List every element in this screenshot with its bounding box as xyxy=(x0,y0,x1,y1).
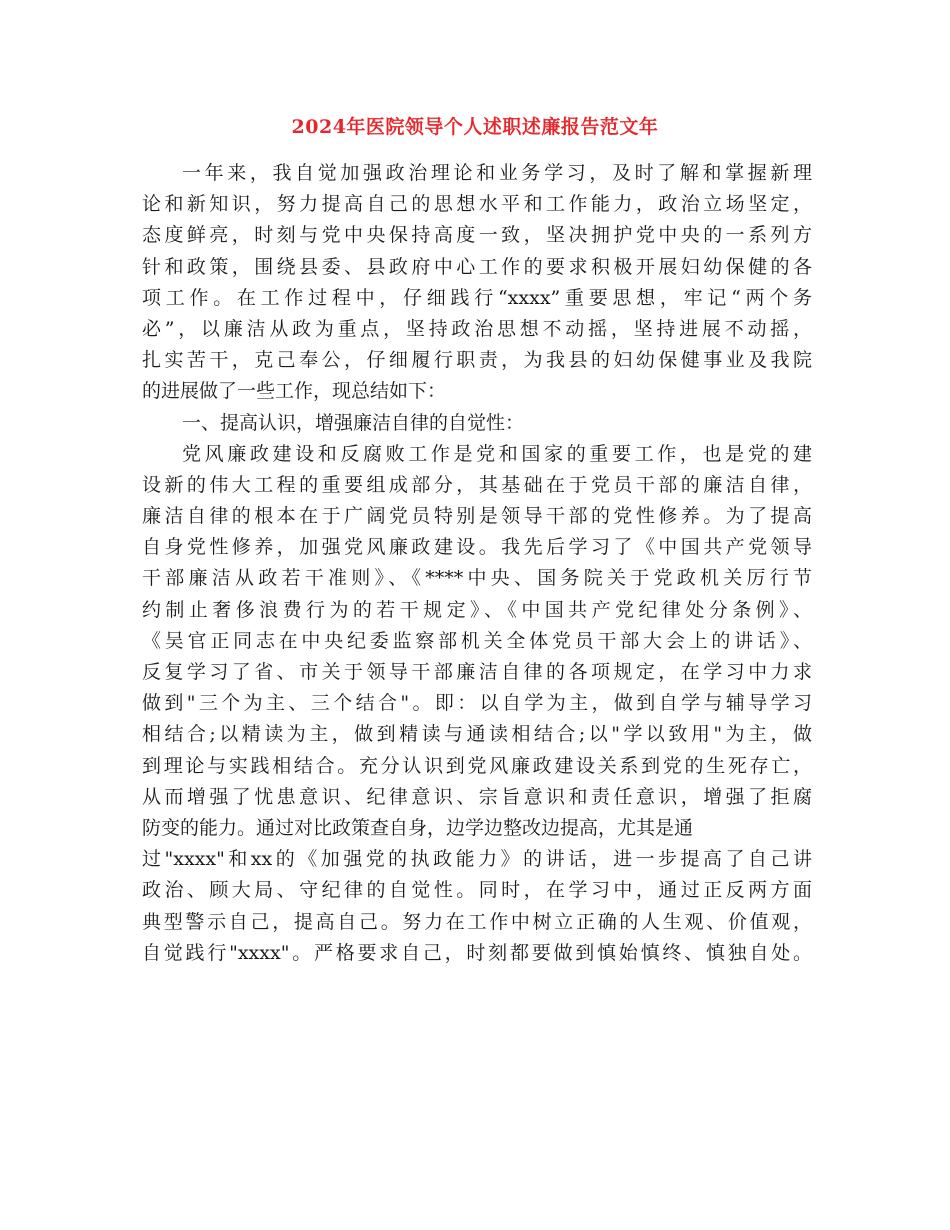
paragraph-line: 针和政策，围绕县委、县政府中心工作的要求积极开展妇幼保健的各 xyxy=(142,255,812,278)
paragraph-line: 自身党性修养，加强党风廉政建设。我先后学习了《中国共产党领导 xyxy=(142,536,812,559)
paragraph-line: 干部廉洁从政若干准则》、《****中央、国务院关于党政机关厉行节 xyxy=(142,567,812,590)
paragraph-line: 政治、顾大局、守纪律的自觉性。同时，在学习中，通过正反两方面 xyxy=(142,879,812,902)
paragraph-line: 扎实苦干，克己奉公，仔细履行职责，为我县的妇幼保健事业及我院 xyxy=(142,349,812,372)
paragraph-line: 相结合;以精读为主，做到精读与通读相结合;以"学以致用"为主，做 xyxy=(142,723,812,746)
paragraph-line: 的进展做了一些工作，现总结如下： xyxy=(142,380,447,403)
paragraph-line: 论和新知识，努力提高自己的思想水平和工作能力，政治立场坚定， xyxy=(142,193,812,216)
paragraph-line: 设新的伟大工程的重要组成部分，其基础在于党员干部的廉洁自律， xyxy=(142,473,812,496)
paragraph-line: 一年来，我自觉加强政治理论和业务学习，及时了解和掌握新理 xyxy=(182,162,812,184)
paragraph-line: 过"xxxx"和xx的《加强党的执政能力》的讲话，进一步提高了自己讲 xyxy=(142,848,812,871)
paragraph-line: 从而增强了忧患意识、纪律意识、宗旨意识和责任意识，增强了拒腐 xyxy=(142,785,812,808)
paragraph-line: 自觉践行"xxxx"。严格要求自己，时刻都要做到慎始慎终、慎独自处。 xyxy=(142,941,812,964)
paragraph-line: 防变的能力。通过对比政策查自身，边学边整改边提高，尤其是通 xyxy=(142,816,694,839)
paragraph-line: 必”，以廉洁从政为重点，坚持政治思想不动摇，坚持进展不动摇， xyxy=(142,317,812,340)
paragraph-line: 做到"三个为主、三个结合"。即：以自学为主，做到自学与辅导学习 xyxy=(142,692,812,715)
paragraph-line: 态度鲜亮，时刻与党中央保持高度一致，坚决拥护党中央的一系列方 xyxy=(142,224,812,247)
paragraph-line: 到理论与实践相结合。充分认识到党风廉政建设关系到党的生死存亡， xyxy=(142,754,812,777)
paragraph-line: 廉洁自律的根本在于广阔党员特别是领导干部的党性修养。为了提高 xyxy=(142,505,812,528)
paragraph-line: 反复学习了省、市关于领导干部廉洁自律的各项规定，在学习中力求 xyxy=(142,661,812,683)
document-title: 2024年医院领导个人述职述廉报告范文年 xyxy=(291,116,659,138)
document-body xyxy=(142,158,812,969)
section-heading: 一、提高认识，增强廉洁自律的自觉性： xyxy=(182,411,525,434)
paragraph-line: 《吴官正同志在中央纪委监察部机关全体党员干部大会上的讲话》、 xyxy=(142,629,812,652)
paragraph-line: 约制止奢侈浪费行为的若干规定》、《中国共产党纪律处分条例》、 xyxy=(142,598,812,621)
paragraph-line: 典型警示自己，提高自己。努力在工作中树立正确的人生观、价值观， xyxy=(142,910,812,933)
paragraph-line: 项工作。在工作过程中，仔细践行“xxxx”重要思想，牢记“两个务 xyxy=(142,286,812,309)
paragraph-line: 党风廉政建设和反腐败工作是党和国家的重要工作，也是党的建 xyxy=(182,442,812,465)
